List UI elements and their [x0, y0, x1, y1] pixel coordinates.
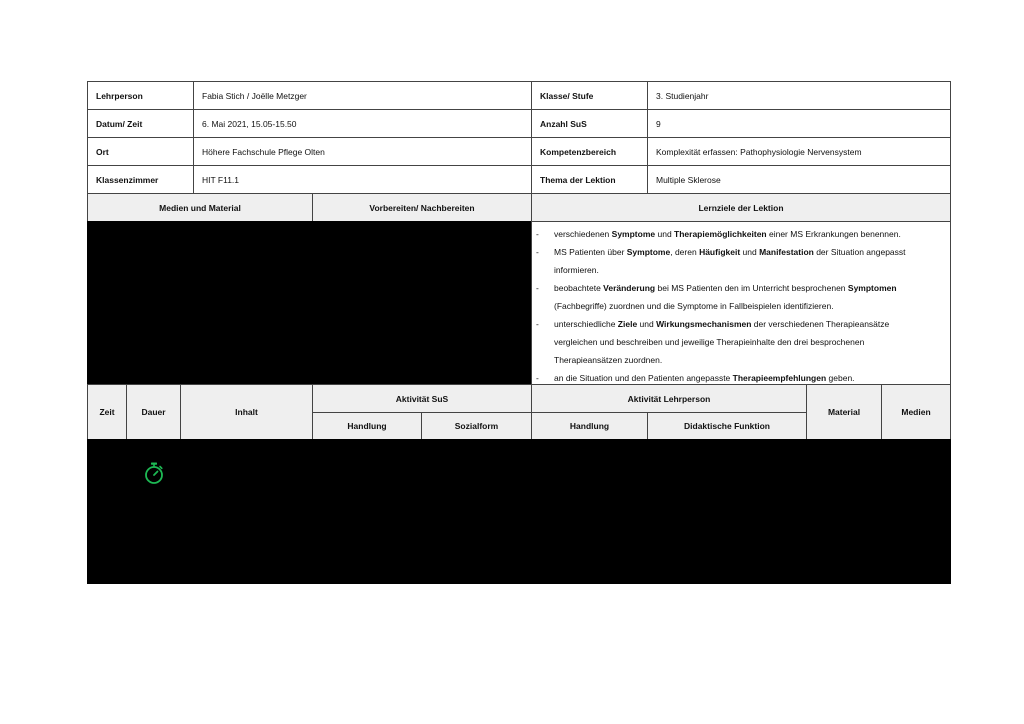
- goal-line: [554, 225, 946, 243]
- label-kompetenz: Kompetenzbereich: [531, 137, 648, 166]
- goal-keyword: Therapiemöglichkeiten: [674, 229, 767, 239]
- goal-keyword: Therapieempfehlungen: [732, 373, 827, 383]
- goal-fragment: geben.: [826, 373, 855, 383]
- value-anzahl: 9: [647, 109, 951, 138]
- goal-keyword: Ziele: [617, 319, 638, 329]
- goal-fragment: (Fachbegriffe) zuordnen und die Symptome in Fallbeispielen identifizieren.: [554, 301, 834, 311]
- goal-fragment: und: [655, 229, 675, 239]
- goal-fragment: der verschiedenen Therapieansätze: [751, 319, 890, 329]
- goal-dash: -: [536, 319, 539, 329]
- goal-keyword: Manifestation: [759, 247, 814, 257]
- header-didaktische-funktion: Didaktische Funktion: [647, 412, 807, 440]
- goal-line: [554, 297, 946, 315]
- goal-line: [554, 333, 946, 351]
- goal-dash: -: [536, 373, 539, 383]
- goal-line: [554, 261, 946, 279]
- goal-dash: -: [536, 283, 539, 293]
- goal-fragment: verschiedenen: [554, 229, 612, 239]
- stopwatch-icon: [142, 461, 166, 485]
- goal-fragment: an die Situation und den Patienten angepasste: [554, 373, 733, 383]
- goal-dash: -: [536, 229, 539, 239]
- goal-line: [554, 243, 946, 261]
- header-dauer: Dauer: [126, 384, 181, 440]
- learning-goals: [531, 221, 951, 385]
- goal-keyword: Symptome: [611, 229, 656, 239]
- goal-keyword: Symptome: [626, 247, 671, 257]
- goal-text: [554, 279, 946, 315]
- learning-goal-item: [536, 315, 946, 369]
- learning-goal-item: [536, 243, 946, 279]
- header-inhalt: Inhalt: [180, 384, 313, 440]
- value-datum: 6. Mai 2021, 15.05-15.50: [193, 109, 532, 138]
- learning-goal-item: [536, 279, 946, 315]
- label-thema: Thema der Lektion: [531, 165, 648, 194]
- value-klasse: 3. Studienjahr: [647, 81, 951, 110]
- header-vorbereiten: Vorbereiten/ Nachbereiten: [312, 193, 532, 222]
- goal-line: [554, 315, 946, 333]
- goal-line: [554, 351, 946, 369]
- label-lehrperson: Lehrperson: [87, 81, 194, 110]
- goal-keyword: Häufigkeit: [699, 247, 741, 257]
- header-medien: Medien: [881, 384, 951, 440]
- label-klasse: Klasse/ Stufe: [531, 81, 648, 110]
- redacted-block: [87, 221, 532, 385]
- redacted-lesson-body: [87, 439, 951, 584]
- goal-keyword: Wirkungsmechanismen: [656, 319, 752, 329]
- header-sozialform: Sozialform: [421, 412, 532, 440]
- header-aktivitaet-sus: Aktivität SuS: [312, 384, 532, 413]
- goal-keyword: Symptomen: [847, 283, 897, 293]
- goal-fragment: , deren: [670, 247, 700, 257]
- goal-fragment: vergleichen und beschreiben und jeweilige Therapieinhalte den drei besprochenen: [554, 337, 865, 347]
- label-datum: Datum/ Zeit: [87, 109, 194, 138]
- value-lehrperson: Fabia Stich / Joëlle Metzger: [193, 81, 532, 110]
- header-lernziele: Lernziele der Lektion: [531, 193, 951, 222]
- goal-fragment: Therapieansätzen zuordnen.: [554, 355, 663, 365]
- header-handlung-sus: Handlung: [312, 412, 422, 440]
- goal-text: [554, 225, 946, 243]
- label-anzahl: Anzahl SuS: [531, 109, 648, 138]
- goal-line: [554, 279, 946, 297]
- goal-fragment: bei MS Patienten den im Unterricht besprochenen: [655, 283, 848, 293]
- goal-fragment: und: [740, 247, 760, 257]
- learning-goal-item: [536, 225, 946, 243]
- goal-text: [554, 243, 946, 279]
- goal-fragment: informieren.: [554, 265, 599, 275]
- value-ort: Höhere Fachschule Pflege Olten: [193, 137, 532, 166]
- goal-fragment: beobachtete: [554, 283, 604, 293]
- header-medien-material: Medien und Material: [87, 193, 313, 222]
- goal-dash: -: [536, 247, 539, 257]
- goal-keyword: Veränderung: [603, 283, 656, 293]
- goal-fragment: MS Patienten über: [554, 247, 627, 257]
- goal-text: [554, 315, 946, 369]
- goal-fragment: und: [637, 319, 657, 329]
- label-ort: Ort: [87, 137, 194, 166]
- goal-fragment: der Situation angepasst: [813, 247, 906, 257]
- label-klassenzimmer: Klassenzimmer: [87, 165, 194, 194]
- header-aktivitaet-lehrperson: Aktivität Lehrperson: [531, 384, 807, 413]
- value-kompetenz: Komplexität erfassen: Pathophysiologie Nervensystem: [647, 137, 951, 166]
- value-klassenzimmer: HIT F11.1: [193, 165, 532, 194]
- header-zeit: Zeit: [87, 384, 127, 440]
- header-material: Material: [806, 384, 882, 440]
- header-handlung-lp: Handlung: [531, 412, 648, 440]
- value-thema: Multiple Sklerose: [647, 165, 951, 194]
- goal-fragment: unterschiedliche: [554, 319, 618, 329]
- goal-fragment: einer MS Erkrankungen benennen.: [766, 229, 901, 239]
